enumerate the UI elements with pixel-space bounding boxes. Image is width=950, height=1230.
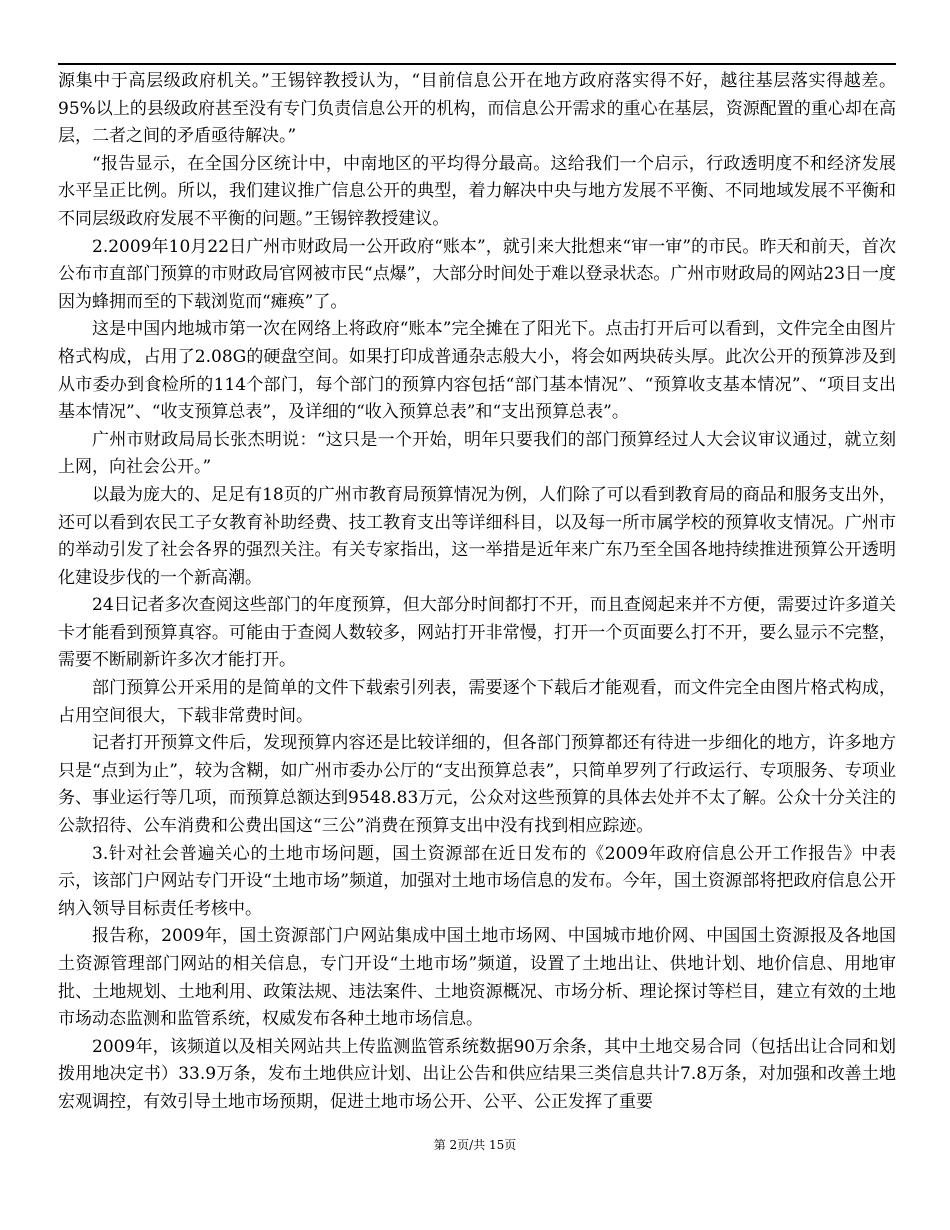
paragraph: 部门预算公开采用的是简单的文件下载索引列表，需要逐个下载后才能观看，而文件完全由图片格式构成，占用空间很大，下载非常费时间。 <box>58 678 896 726</box>
paragraph: 报告称，2009年，国土资源部门户网站集成中国土地市场网、中国城市地价网、中国国土资源报及各地国土资源管理部门网站的相关信息，专门开设“土地市场”频道，设置了土地出让、供地计划、地价信息、用地审批、土地规划、土地利用、政策法规、违法案件、土地资源概况、市场分析、理论探讨等栏目，建立有效的土地市场动态监测和监管系统，权威发布各种土地市场信息。 <box>58 926 896 1030</box>
paragraph: 3.针对社会普遍关心的土地市场问题，国土资源部在近日发布的《2009年政府信息公开工作报告》中表示，该部门户网站专门开设“土地市场”频道，加强对土地市场信息的发布。今年，国土资源部将把政府信息公开纳入领导目标责任考核中。 <box>58 843 896 919</box>
page-number: 第 2页/共 15页 <box>433 1138 517 1152</box>
paragraph: 2009年，该频道以及相关网站共上传监测监管系统数据90万余条，其中土地交易合同（包括出让合同和划拨用地决定书）33.9万条，发布土地供应计划、出让公告和供应结果三类信息共计7.8万条，对加强和改善土地宏观调控，有效引导土地市场预期，促进土地市场公开、公平、公正发挥了重要 <box>58 1036 896 1112</box>
paragraph: 广州市财政局局长张杰明说：“这只是一个开始，明年只要我们的部门预算经过人大会议审议通过，就立刻上网，向社会公开。” <box>58 429 896 478</box>
paragraph: “报告显示，在全国分区统计中，中南地区的平均得分最高。这给我们一个启示，行政透明度不和经济发展水平呈正比例。所以，我们建议推广信息公开的典型，着力解决中央与地方发展不平衡、不同地域发展不平衡和不同层级政府发展不平衡的问题。”王锡锌教授建议。 <box>58 153 896 229</box>
paragraph: 记者打开预算文件后，发现预算内容还是比较详细的，但各部门预算都还有待进一步细化的地方，许多地方只是“点到为止”，较为含糊，如广州市委办公厅的“支出预算总表”，只简单罗列了行政运行、专项服务、专项业务、事业运行等几项，而预算总额达到9548.83万元，公众对这些预算的具体去处并不太了解。公众十分关注的公款招待、公车消费和公费出国这“三公”消费在预算支出中没有找到相应踪迹。 <box>58 733 896 837</box>
body-text <box>58 68 896 1117</box>
header-rule <box>58 63 896 65</box>
paragraph: 24日记者多次查阅这些部门的年度预算，但大部分时间都打不开，而且查阅起来并不方便，需要过许多道关卡才能看到预算真容。可能由于查阅人数较多，网站打开非常慢，打开一个页面要么打不开，要么显示不完整，需要不断刷新许多次才能打开。 <box>58 595 896 671</box>
paragraph: 这是中国内地城市第一次在网络上将政府“账本”完全摊在了阳光下。点击打开后可以看到，文件完全由图片格式构成，占用了2.08G的硬盘空间。如果打印成普通杂志般大小，将会如两块砖头厚。此次公开的预算涉及到从市委办到食检所的114个部门，每个部门的预算内容包括“部门基本情况”、“预算收支基本情况”、“项目支出基本情况”、“收支预算总表”，及详细的“收入预算总表”和“支出预算总表”。 <box>58 319 896 423</box>
paragraph: 以最为庞大的、足足有18页的广州市教育局预算情况为例，人们除了可以看到教育局的商品和服务支出外，还可以看到农民工子女教育补助经费、技工教育支出等详细科目，以及每一所市属学校的预算收支情况。广州市的举动引发了社会各界的强烈关注。有关专家指出，这一举措是近年来广东乃至全国各地持续推进预算公开透明化建设步伐的一个新高潮。 <box>58 484 896 588</box>
paragraph: 源集中于高层级政府机关。”王锡锌教授认为，“目前信息公开在地方政府落实得不好，越往基层落实得越差。95%以上的县级政府甚至没有专门负责信息公开的机构，而信息公开需求的重心在基层，资源配置的重心却在高层，二者之间的矛盾亟待解决。” <box>58 71 896 147</box>
paragraph: 2.2009年10月22日广州市财政局一公开政府“账本”，就引来大批想来“审一审”的市民。昨天和前天，首次公布市直部门预算的市财政局官网被市民“点爆”，大部分时间处于难以登录状态。广州市财政局的网站23日一度因为蜂拥而至的下载浏览而“瘫痪”了。 <box>58 236 897 312</box>
